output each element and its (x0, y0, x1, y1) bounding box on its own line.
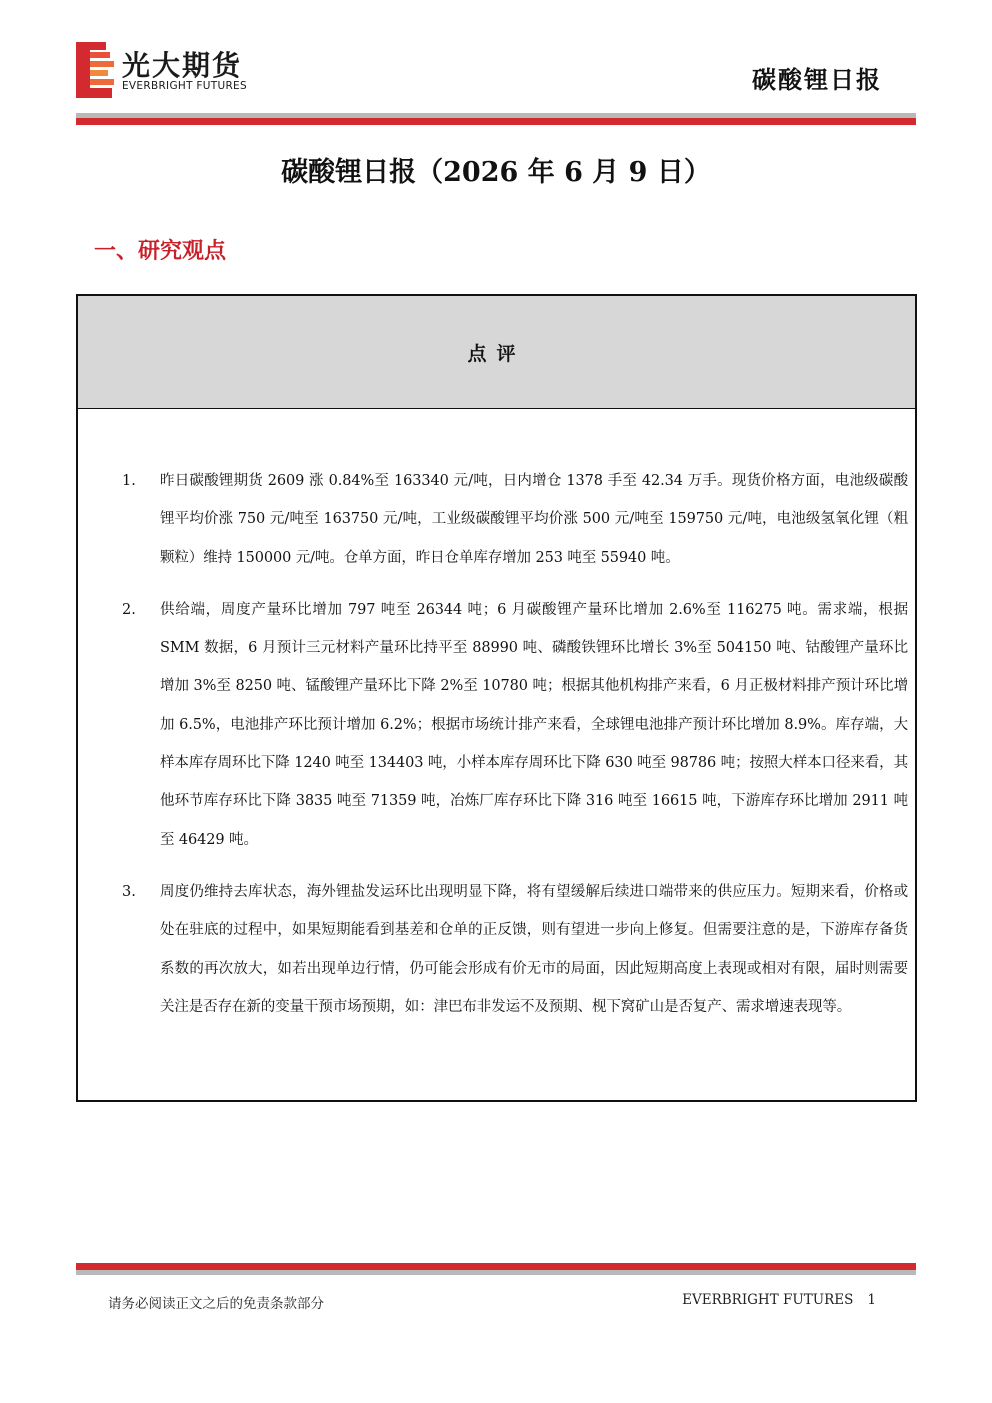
point-number: 1. (122, 473, 136, 489)
comment-point (78, 591, 915, 859)
comment-table-header (78, 296, 915, 409)
point-text: 昨日碳酸锂期货 2609 涨 0.84%至 163340 元/吨，日内增仓 1378 手至 42.34 万手。现货价格方面，电池级碳酸锂平均价涨 750 元/吨至 163750 元/吨，工业级碳酸锂平均价涨 500 元/吨至 159750 元/吨，电池级氢氧化锂（粗颗粒）维持 150000 元/吨。仓单方面，昨日仓单库存增加 253 吨至 55940 吨。 (160, 473, 908, 566)
point-number: 3. (122, 883, 136, 900)
company-logo (76, 40, 286, 100)
comment-table (76, 294, 917, 1102)
report-type-title: 碳酸锂日报 (752, 66, 882, 94)
footer-divider (76, 1263, 916, 1275)
page-number: 1 (867, 1292, 876, 1308)
comment-header-label: 点评 (467, 342, 526, 365)
comment-point (78, 462, 915, 577)
header-divider (76, 113, 916, 125)
footer-company: EVERBRIGHT FUTURES (682, 1292, 854, 1308)
section-heading: 一、研究观点 (94, 239, 227, 264)
footer-disclaimer: 请务必阅读正文之后的免责条款部分 (108, 1296, 324, 1312)
document-title: 碳酸锂日报（2026 年 6 月 9 日） (281, 157, 711, 188)
point-text: 供给端，周度产量环比增加 797 吨至 26344 吨；6 月碳酸锂产量环比增加 2.6%至 116275 吨。需求端，根据 SMM 数据，6 月预计三元材料产量环比持平至 88990 吨、磷酸铁锂环比增长 3%至 504150 吨、钴酸锂产量环比增加 3%至 8250 吨、锰酸锂产量环比下降 2%至 10780 吨；根据其他机构排产来看，6 月正极材料排产预计环比增加 6.5%，电池排产环比预计增加 6.2%；根据市场统计排产来看，全球锂电池排产预计环比增加 8.9%。库存端，大样本库存周环比下降 1240 吨至 134403 吨，小样本库存周环比下降 630 吨至 98786 吨；按照大样本口径来看，其他环节库存环比下降 3835 吨至 71359 吨，冶炼厂库存环比下降 316 吨至 16615 吨，下游库存环比增加 2911 吨至 46429 吨。 (160, 601, 908, 848)
comment-point (78, 873, 915, 1026)
everbright-logo-icon (76, 42, 114, 98)
point-text: 周度仍维持去库状态，海外锂盐发运环比出现明显下降，将有望缓解后续进口端带来的供应压力。短期来看，价格或处在驻底的过程中，如果短期能看到基差和仓单的正反馈，则有望进一步向上修复。但需要注意的是，下游库存备货系数的再次放大，如若出现单边行情，仍可能会形成有价无市的局面，因此短期高度上表现或相对有限，届时则需要关注是否存在新的变量干预市场预期，如：津巴布非发运不及预期、枧下窝矿山是否复产、需求增速表现等。 (160, 883, 908, 1015)
footer-company-page (682, 1292, 876, 1308)
point-number: 2. (122, 601, 136, 618)
comment-points-list (78, 462, 915, 1040)
logo-chinese-text: 光大期货 (122, 49, 243, 82)
logo-english-text: EVERBRIGHT FUTURES (122, 80, 247, 92)
